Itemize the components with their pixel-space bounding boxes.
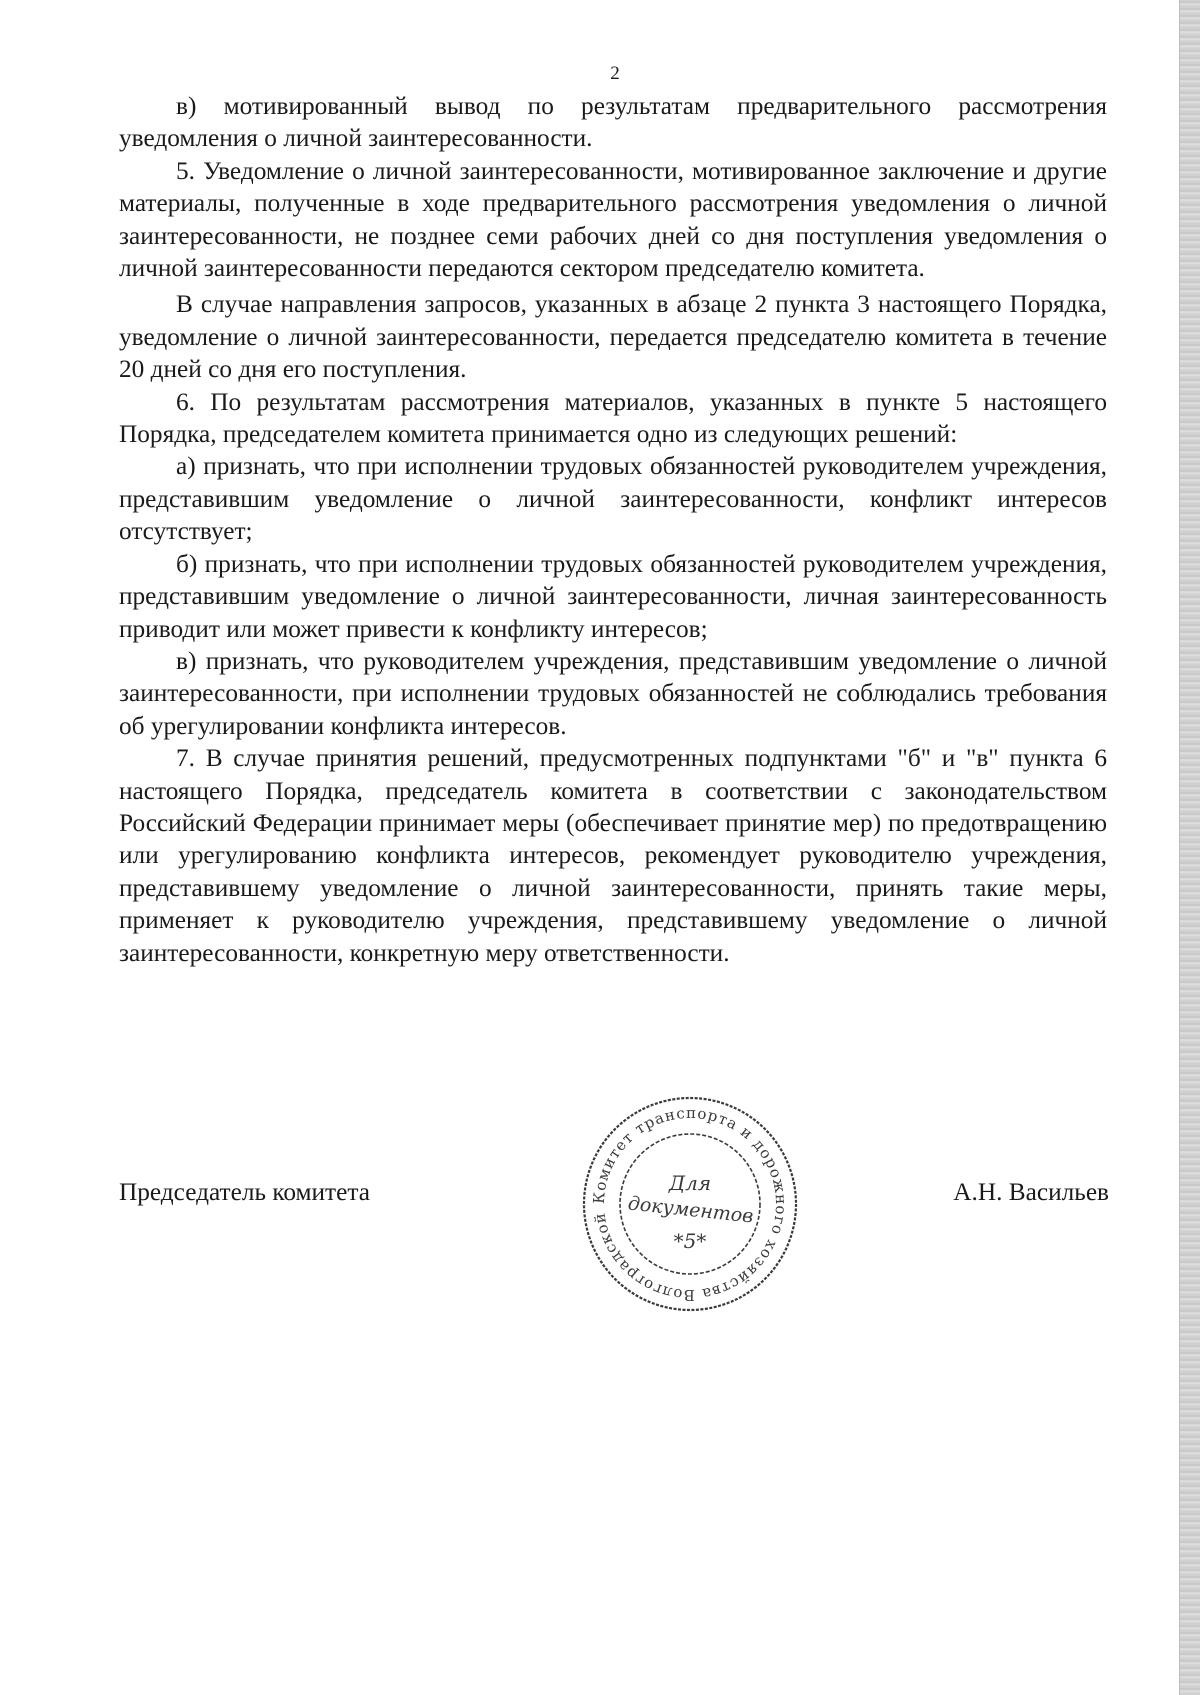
page-number: 2: [610, 63, 620, 84]
document-body: [119, 90, 1107, 969]
paragraph-decision-a: а) признать, что при исполнении трудовых обязанностей руководителем учреждения, представившим уведомление о личной заинтересованности, конфликт интересов отсутствует;: [119, 452, 1107, 546]
signatory-name: А.Н. Васильев: [953, 1178, 1109, 1206]
paragraph-item-5: 5. Уведомление о личной заинтересованности, мотивированное заключение и другие материалы, полученные в ходе предварительного рассмотрения уведомления о личной заинтересованности, не позднее семи рабочих дней со дня поступления уведомления о личной заинтересованности передаются сектором председателю комитета.: [119, 156, 1107, 283]
stamp-number: *5*: [673, 1229, 707, 1253]
paragraph-item-6: 6. По результатам рассмотрения материалов, указанных в пункте 5 настоящего Порядка, председателем комитета принимается одно из следующих решений:: [119, 387, 1107, 449]
stamp-seal-icon: [576, 1090, 804, 1318]
paragraph-decision-b: б) признать, что при исполнении трудовых обязанностей руководителем учреждения, представившим уведомление о личной заинтересованности, личная заинтересованность приводит или может привести к конфликту интересов;: [119, 549, 1107, 643]
stamp-center-line2: документов: [626, 1192, 755, 1228]
official-stamp: [576, 1090, 804, 1318]
paragraph-item-7: 7. В случае принятия решений, предусмотренных подпунктами "б" и "в" пункта 6 настоящего Порядка, председатель комитета в соответствии с законодательством Российский Федерации принимает меры (обеспечивает принятие мер) по предотвращению или урегулированию конфликта интересов, рекомендует руководителю учреждения, представившему уведомление о личной заинтересованности, принять такие меры, применяет к руководителю учреждения, представившему уведомление о личной заинтересованности, конкретную меру ответственности.: [119, 744, 1107, 967]
stamp-ring-text: Комитет транспорта и дорожного хозяйства Волгоградской: [589, 1103, 791, 1305]
paragraph-decision-v: в) признать, что руководителем учреждения, представившим уведомление о личной заинтересованности, при исполнении трудовых обязанностей не соблюдались требования об урегулировании конфликта интересов.: [119, 646, 1107, 740]
signatory-position: Председатель комитета: [119, 1178, 370, 1206]
stamp-center-line1: Для: [668, 1171, 712, 1195]
paragraph-requests: В случае направления запросов, указанных в абзаце 2 пункта 3 настоящего Порядка, уведомление о личной заинтересованности, передается председателю комитета в течение 20 дней со дня его поступления.: [119, 290, 1107, 384]
scan-edge: [1179, 0, 1200, 1695]
paragraph-conclusion-v: в) мотивированный вывод по результатам предварительного рассмотрения уведомления о личной заинтересованности.: [119, 92, 1107, 153]
